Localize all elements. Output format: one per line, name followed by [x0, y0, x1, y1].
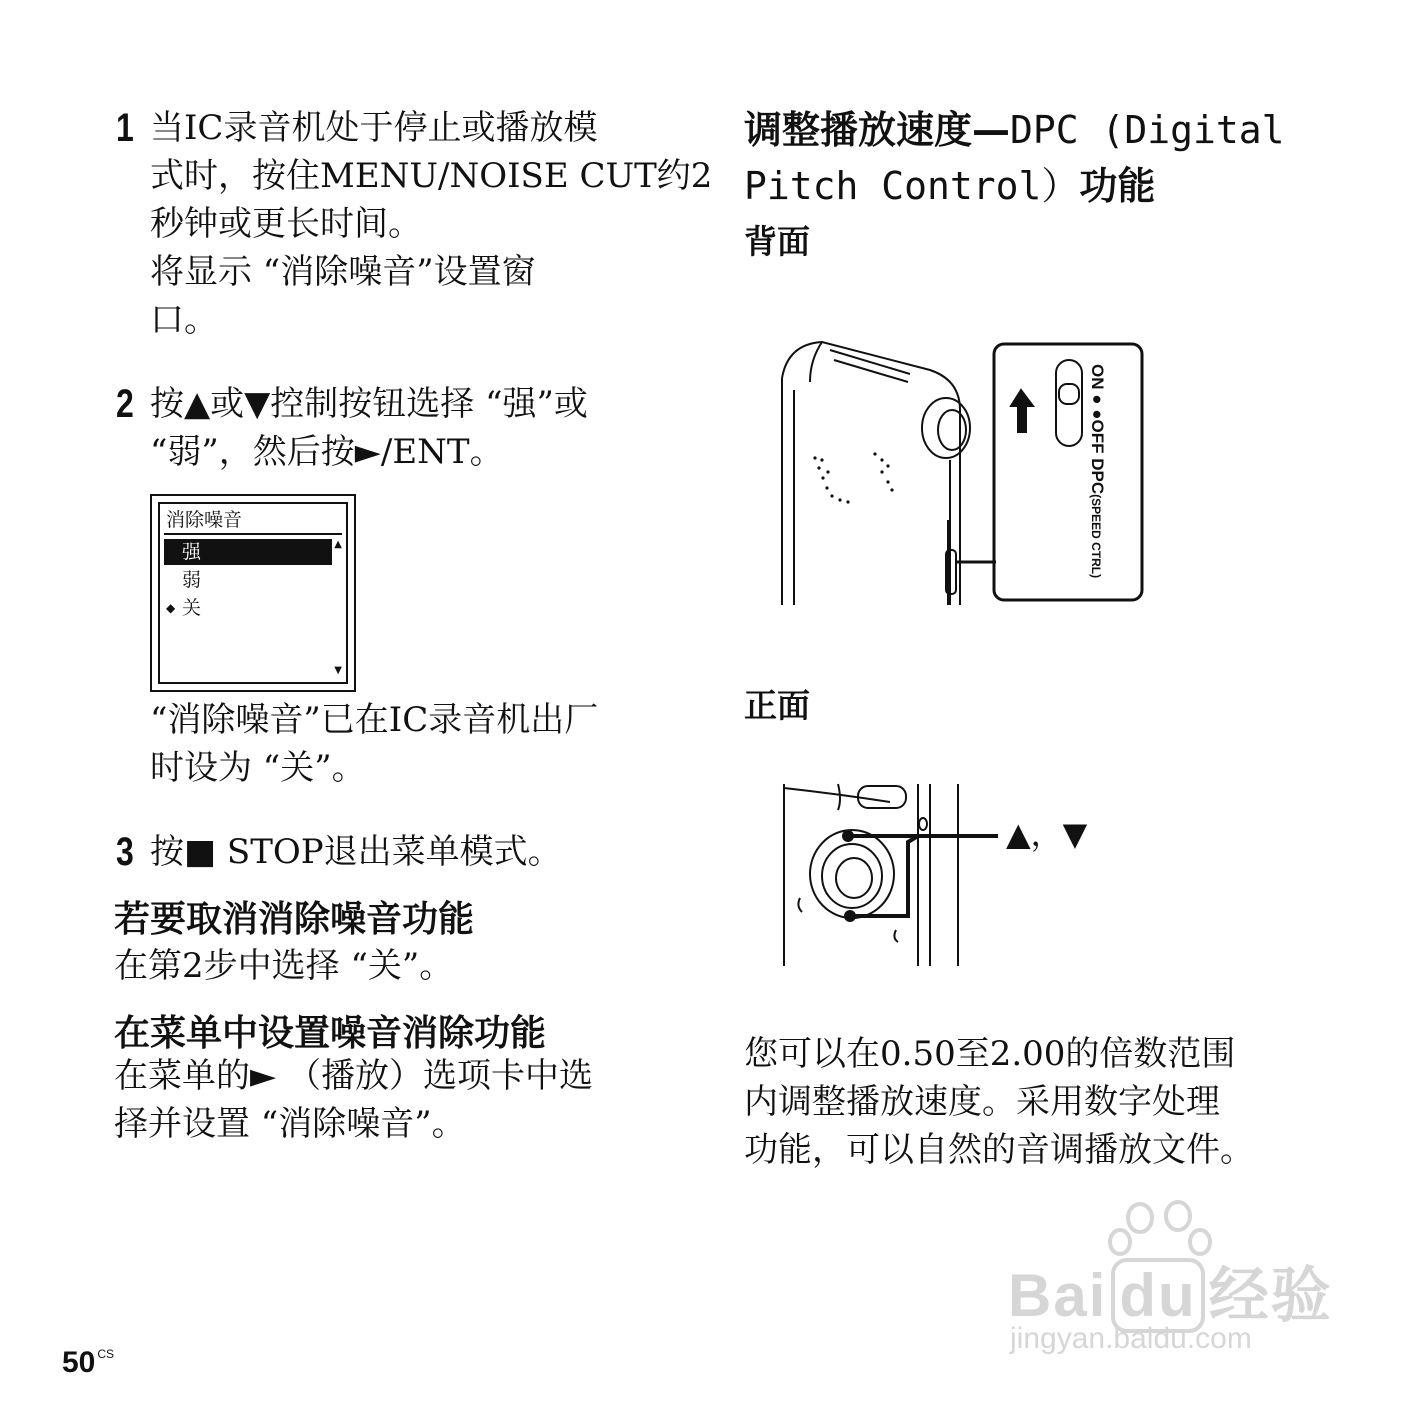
section-title-line-1 — [744, 102, 1285, 158]
back-view-illustration — [770, 330, 1150, 610]
step-1-result — [150, 248, 536, 344]
switch-off-label: OFF — [1088, 419, 1107, 454]
switch-dpc-label: DPC — [1088, 458, 1107, 495]
screen-divider — [164, 533, 342, 535]
default-note-line-1: “消除噪音”已在IC录音机出厂 — [150, 700, 599, 740]
title-latin-part-2: Pitch Control） — [744, 164, 1080, 208]
step-2-number: 2 — [116, 382, 134, 426]
up-arrow-icon — [1011, 390, 1033, 432]
cancel-text: 在第2步中选择 “关”。 — [114, 946, 454, 986]
menu-option-off-label: 关 — [182, 597, 202, 619]
title-latin-part: DPC (Digital — [1010, 108, 1285, 152]
device-outline — [782, 342, 960, 605]
menu-option-strong — [164, 539, 332, 565]
menu-option-weak-label: 弱 — [182, 569, 202, 591]
step-3-text: 按■ STOP退出菜单模式。 — [150, 832, 562, 872]
step-1-line-2: 式时，按住MENU/NOISE CUT约2 — [150, 156, 713, 196]
switch-on-off-label: ON ● ●OFF DPC(SPEED CTRL) — [1088, 364, 1107, 579]
scroll-down-icon: ▼ — [334, 665, 342, 676]
noise-cut-menu-screen — [150, 494, 356, 692]
menu-setting-line-1: 在菜单的► （播放）选项卡中选 — [114, 1056, 593, 1096]
page-number — [62, 1346, 114, 1380]
default-note-line-2: 时设为 “关”。 — [150, 748, 366, 788]
default-note — [150, 696, 598, 792]
menu-setting-heading: 在菜单中设置噪音消除功能 — [114, 1013, 547, 1054]
back-label: 背面 — [744, 222, 810, 261]
switch-on-label: ON — [1088, 364, 1107, 390]
section-title — [744, 102, 1285, 214]
menu-option-strong-label: 强 — [182, 541, 202, 563]
watermark-brand-bai: Bai — [1008, 1262, 1108, 1329]
current-setting-diamond-icon: ◆ — [166, 601, 176, 615]
watermark-brand-cn: 经验 — [1208, 1261, 1333, 1331]
page-number-value: 50 — [62, 1346, 96, 1379]
switch-speed-label: (SPEED CTRL) — [1089, 494, 1103, 579]
page-number-suffix: CS — [97, 1347, 115, 1361]
menu-option-weak — [164, 567, 332, 593]
step-1-line-1: 当IC录音机处于停止或播放模 — [150, 108, 598, 148]
scroll-up-icon: ▲ — [334, 539, 342, 550]
up-down-arrows-label: ▲，▼ — [1006, 815, 1088, 853]
step-1-number: 1 — [116, 106, 134, 150]
screen-title: 消除噪音 — [166, 509, 243, 531]
section-title-line-2 — [744, 158, 1285, 214]
step-1-line-3: 秒钟或更长时间。 — [150, 204, 422, 244]
step-1-text — [150, 104, 712, 248]
dpc-description — [744, 1030, 1254, 1174]
screen-frame — [158, 502, 348, 684]
watermark-brand-du: du — [1111, 1258, 1204, 1333]
dpc-description-line-1: 您可以在0.50至2.00的倍数范围 — [744, 1034, 1236, 1074]
step-1-result-line-1: 将显示 “消除噪音”设置窗 — [150, 252, 536, 292]
step-2-text — [150, 380, 588, 476]
step-3-number: 3 — [116, 830, 134, 874]
dpc-description-line-3: 功能，可以自然的音调播放文件。 — [744, 1130, 1254, 1170]
menu-option-off — [164, 595, 332, 621]
cancel-heading: 若要取消消除噪音功能 — [114, 899, 475, 940]
title-cjk-part: 调整播放速度— — [744, 108, 1011, 152]
step-1-result-line-2: 口。 — [150, 300, 218, 340]
step-2-line-2: “弱”，然后按►/ENT。 — [150, 432, 504, 472]
front-label: 正面 — [744, 686, 810, 725]
menu-setting-line-2: 择并设置 “消除噪音”。 — [114, 1104, 466, 1144]
front-view-illustration — [778, 780, 1118, 970]
watermark-url: jingyan.baidu.com — [1010, 1322, 1252, 1355]
dpc-description-line-2: 内调整播放速度。采用数字处理 — [744, 1082, 1220, 1122]
title-cjk-part-2: 功能 — [1079, 164, 1156, 208]
step-2-line-1: 按▲或▼控制按钮选择 “强”或 — [150, 384, 588, 424]
menu-setting-text — [114, 1052, 593, 1148]
